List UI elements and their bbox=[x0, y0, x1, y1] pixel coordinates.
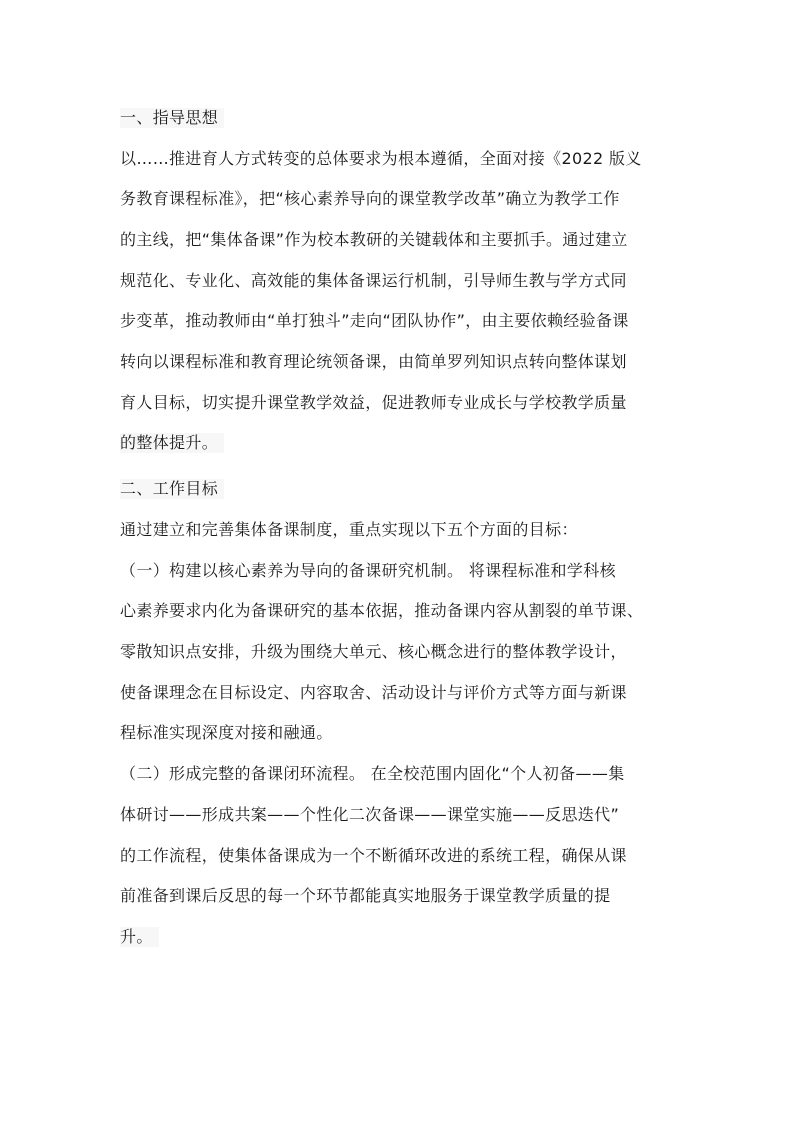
heading-work-goals: 二、工作目标 bbox=[120, 479, 224, 499]
paragraph-line: 育人目标，切实提升课堂教学效益，促进教师专业成长与学校教学质量 bbox=[120, 393, 627, 412]
goal-2-title-line: （二）形成完整的备课闭环流程。 在全校范围内固化“个人初备——集 bbox=[120, 764, 625, 783]
paragraph-line: 通过建立和完善集体备课制度，重点实现以下五个方面的目标： bbox=[120, 520, 578, 539]
paragraph-line: 务教育课程标准》，把“核心素养导向的课堂教学改革”确立为教学工作 bbox=[120, 189, 620, 208]
goal-1-title-line: （一）构建以核心素养为导向的备课研究机制。 将课程标准和学科核 bbox=[120, 561, 616, 580]
paragraph-line: 转向以课程标准和教育理论统领备课，由简单罗列知识点转向整体谋划 bbox=[120, 352, 627, 371]
paragraph-line: 升。 bbox=[120, 927, 159, 947]
paragraph-line: 体研讨——形成共案——个性化二次备课——课堂实施——反思迭代” bbox=[120, 805, 620, 824]
paragraph-line: 零散知识点安排，升级为围绕大单元、核心概念进行的整体教学设计， bbox=[120, 642, 627, 661]
paragraph-line: 以……推进育人方式转变的总体要求为根本遵循，全面对接《2022 版义 bbox=[120, 149, 642, 168]
paragraph-line: 的主线，把“集体备课”作为校本教研的关键载体和主要抓手。通过建立 bbox=[120, 230, 628, 249]
paragraph-line: 程标准实现深度对接和融通。 bbox=[120, 723, 333, 742]
paragraph-line: 使备课理念在目标设定、内容取舍、活动设计与评价方式等方面与新课 bbox=[120, 683, 627, 702]
paragraph-line: 规范化、专业化、高效能的集体备课运行机制，引导师生教与学方式同 bbox=[120, 271, 627, 290]
heading-guiding-ideology: 一、指导思想 bbox=[120, 108, 224, 128]
paragraph-line: 的整体提升。 bbox=[120, 433, 224, 453]
paragraph-line: 前准备到课后反思的每一个环节都能真实地服务于课堂教学质量的提 bbox=[120, 886, 611, 905]
paragraph-line: 步变革，推动教师由“单打独斗”走向“团队协作”，由主要依赖经验备课 bbox=[120, 311, 629, 330]
paragraph-line: 心素养要求内化为备课研究的基本依据，推动备课内容从割裂的单节课、 bbox=[120, 601, 644, 620]
paragraph-line: 的工作流程，使集体备课成为一个不断循环改进的系统工程，确保从课 bbox=[120, 846, 627, 865]
